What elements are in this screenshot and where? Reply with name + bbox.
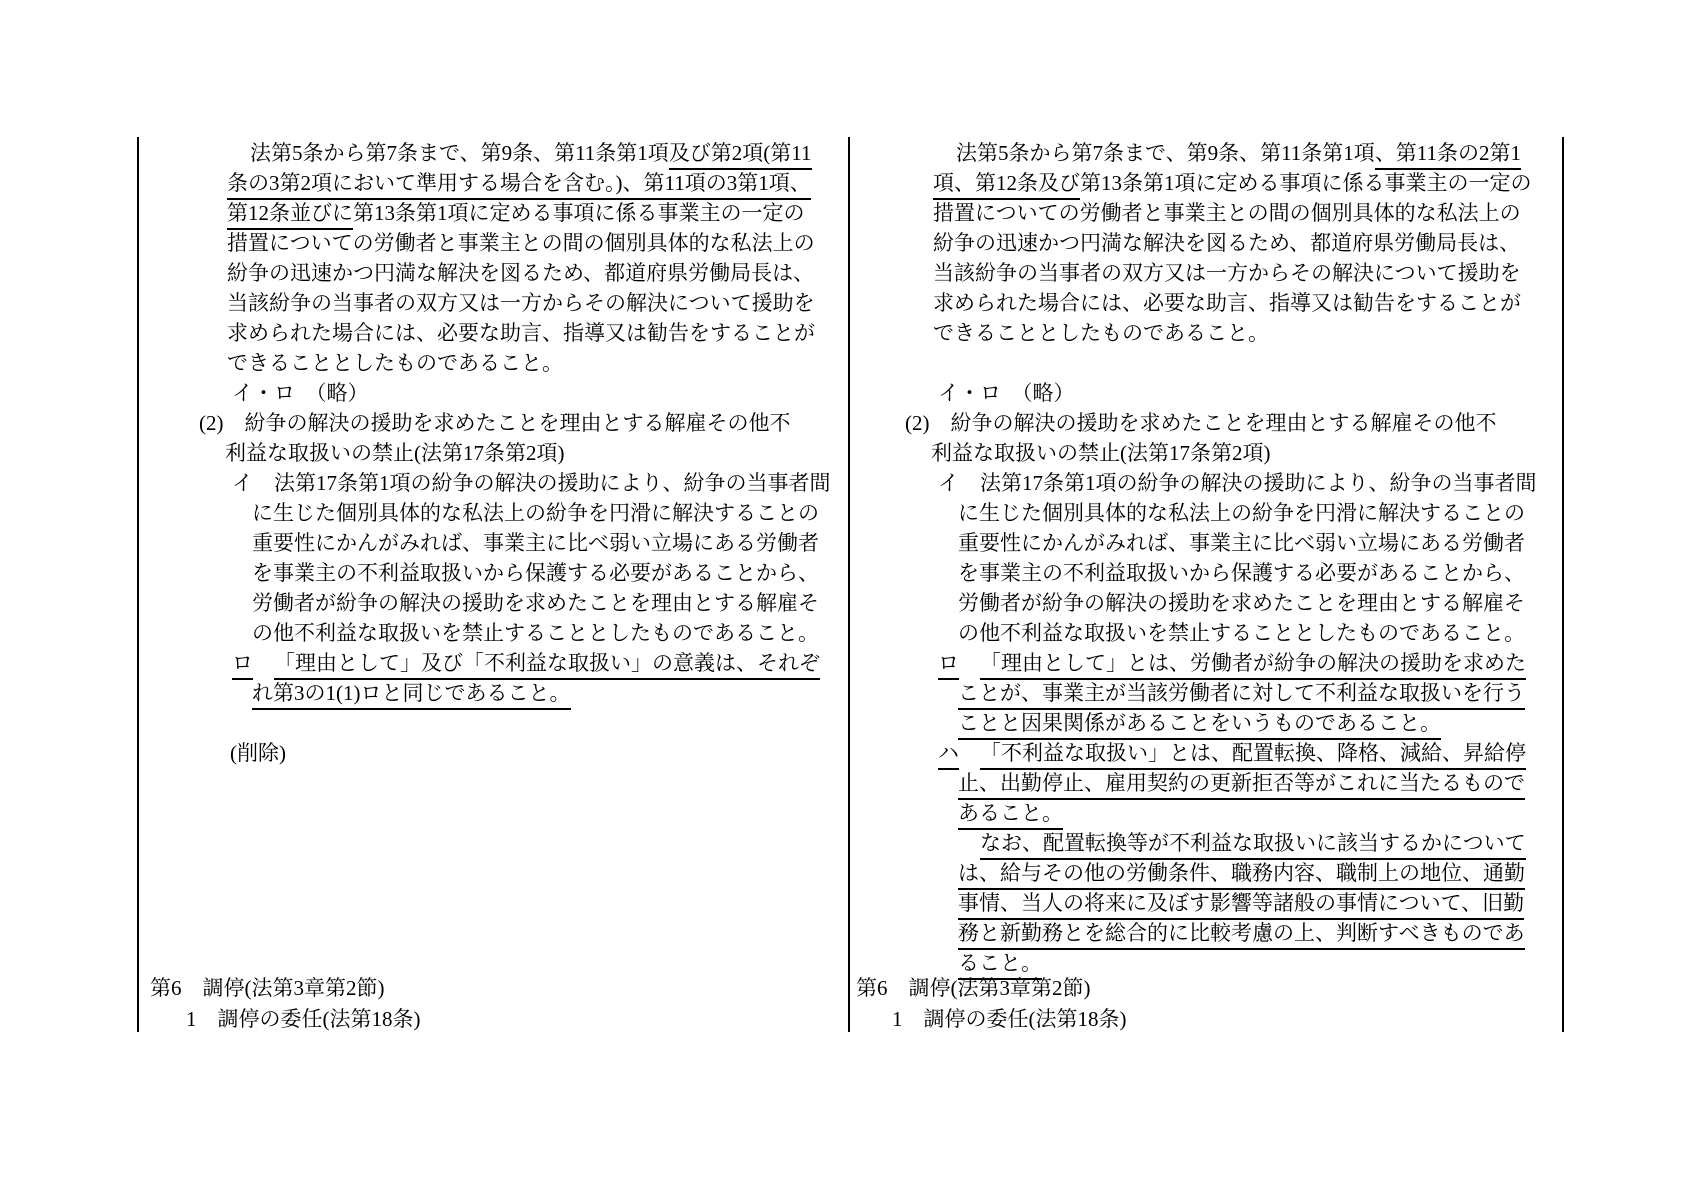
text-segment: 法第5条から第7条まで、第9条、第11条第1項: [250, 141, 669, 165]
text-line: [938, 470, 1537, 496]
underlined-text-segment: れ第3の1(1)ロと同じであること。: [252, 680, 571, 710]
underlined-text-segment: 事情、当人の将来に及ぼす影響等諸般の事情について、旧勤: [958, 890, 1524, 920]
text-line: [230, 740, 286, 766]
text-segment: (削除): [230, 741, 286, 765]
text-segment: 紛争の迅速かつ円満な解決を図るため、都道府県労働局長は、: [227, 261, 815, 285]
underlined-text-segment: ロ: [938, 650, 959, 680]
text-line: [252, 590, 819, 616]
text-line: [933, 230, 1520, 256]
text-segment: 法第5条から第7条まで、第9条、第11条第1項: [956, 141, 1375, 165]
underlined-text-segment: 第12条並びに: [227, 200, 353, 230]
text-line: [232, 470, 831, 496]
text-line: [933, 290, 1521, 316]
text-line: [252, 530, 819, 556]
text-line: [252, 560, 819, 586]
text-segment: 第13条第1項に定める事項に係る事業主の一定の: [353, 201, 805, 225]
text-segment: [253, 650, 274, 676]
text-segment: 利益な取扱いの禁止(法第17条第2項): [225, 441, 565, 465]
text-segment: (2) 紛争の解決の援助を求めたことを理由とする解雇その他不: [905, 411, 1497, 435]
underlined-text-segment: ことが、事業主が当該労働者に対して不利益な取扱いを行う: [958, 680, 1525, 710]
underlined-text-segment: 条の3第2項において準用する場合を含む。)、第11項の3第1項、: [227, 170, 811, 200]
underlined-text-segment: ること。: [958, 950, 1042, 980]
text-line: [958, 500, 1525, 526]
text-segment: 労働者が紛争の解決の援助を求めたことを理由とする解雇そ: [958, 591, 1525, 615]
underlined-text-segment: ハ: [938, 740, 959, 770]
text-line: [227, 350, 563, 376]
text-line: [250, 140, 812, 170]
text-segment: できることとしたものであること。: [933, 321, 1269, 345]
text-line: [933, 320, 1269, 346]
text-line: [958, 710, 1441, 740]
text-line: [227, 320, 815, 346]
underlined-text-segment: あること。: [958, 800, 1063, 830]
text-line: [956, 140, 1521, 170]
text-segment: イ・ロ （略）: [938, 381, 1075, 405]
underlined-text-segment: は、給与その他の労働条件、職務内容、職制上の地位、通勤: [958, 860, 1525, 890]
text-segment: 当該紛争の当事者の双方又は一方からその解決について援助を: [933, 261, 1521, 285]
table-border-middle: [848, 137, 850, 1032]
underlined-text-segment: 項、第12条及び: [933, 170, 1080, 200]
text-line: [980, 830, 1526, 860]
text-segment: できることとしたものであること。: [227, 351, 563, 375]
text-segment: 当該紛争の当事者の双方又は一方からその解決について援助を: [227, 291, 815, 315]
text-line: [958, 890, 1524, 920]
text-line: [933, 170, 1532, 200]
text-line: [856, 975, 1091, 1001]
underlined-text-segment: 「理由として」とは、労働者が紛争の解決の援助を求めた: [980, 650, 1526, 680]
text-line: [199, 410, 790, 436]
text-line: [905, 410, 1496, 436]
text-line: [227, 200, 805, 230]
underlined-text-segment: なお、配置転換等が不利益な取扱いに該当するかについて: [980, 830, 1526, 860]
text-segment: 利益な取扱いの禁止(法第17条第2項): [931, 441, 1271, 465]
table-border-right: [1562, 137, 1564, 1032]
text-segment: の他不利益な取扱いを禁止することとしたものであること。: [252, 621, 819, 645]
text-segment: に生じた個別具体的な私法上の紛争を円滑に解決することの: [958, 501, 1525, 525]
underlined-text-segment: 、第11条の2第1: [1375, 140, 1521, 170]
text-line: [958, 860, 1525, 890]
text-segment: 重要性にかんがみれば、事業主に比べ弱い立場にある労働者: [958, 531, 1525, 555]
text-line: [252, 500, 819, 526]
text-line: [227, 260, 814, 286]
underlined-text-segment: ことと因果関係があることをいうものであること。: [958, 710, 1441, 740]
underlined-text-segment: 止、出勤停止、雇用契約の更新拒否等がこれに当たるもので: [958, 770, 1525, 800]
text-segment: を事業主の不利益取扱いから保護する必要があることから、: [958, 561, 1525, 585]
text-segment: 労働者が紛争の解決の援助を求めたことを理由とする解雇そ: [252, 591, 819, 615]
text-segment: を事業主の不利益取扱いから保護する必要があることから、: [252, 561, 819, 585]
text-line: [958, 590, 1525, 616]
table-border-left: [137, 137, 139, 1032]
text-line: [958, 920, 1525, 950]
text-line: [186, 1006, 421, 1032]
text-line: [958, 530, 1525, 556]
underlined-text-segment: 務と新勤務とを総合的に比較考慮の上、判断すべきものであ: [958, 920, 1525, 950]
text-line: [252, 620, 819, 646]
text-segment: イ 法第17条第1項の紛争の解決の援助により、紛争の当事者間: [938, 471, 1537, 495]
text-segment: [959, 650, 980, 676]
text-line: [232, 650, 820, 680]
text-segment: 第6 調停(法第3章第2節): [150, 976, 385, 1000]
text-segment: 求められた場合には、必要な助言、指導又は勧告をすることが: [227, 321, 815, 345]
text-line: [252, 680, 571, 710]
text-line: [150, 975, 385, 1001]
text-line: [958, 800, 1063, 830]
text-line: [227, 170, 811, 200]
text-segment: 求められた場合には、必要な助言、指導又は勧告をすることが: [933, 291, 1521, 315]
text-line: [933, 200, 1521, 226]
text-line: [933, 260, 1521, 286]
underlined-text-segment: ロ: [232, 650, 253, 680]
text-segment: に生じた個別具体的な私法上の紛争を円滑に解決することの: [252, 501, 819, 525]
text-segment: 紛争の迅速かつ円満な解決を図るため、都道府県労働局長は、: [933, 231, 1521, 255]
text-line: [938, 650, 1526, 680]
text-segment: 措置についての労働者と事業主との間の個別具体的な私法上の: [227, 231, 815, 255]
underlined-text-segment: 「理由として」及び「不利益な取扱い」の意義は、それぞ: [274, 650, 820, 680]
underlined-text-segment: 及び第2項(第11: [669, 140, 812, 170]
text-segment: の他不利益な取扱いを禁止することとしたものであること。: [958, 621, 1525, 645]
text-line: [931, 440, 1271, 466]
text-line: [938, 380, 1075, 406]
text-line: [958, 620, 1525, 646]
underlined-text-segment: 「不利益な取扱い」とは、配置転換、降格、減給、昇給停: [980, 740, 1526, 770]
text-line: [938, 740, 1526, 770]
text-segment: イ 法第17条第1項の紛争の解決の援助により、紛争の当事者間: [232, 471, 831, 495]
text-segment: 重要性にかんがみれば、事業主に比べ弱い立場にある労働者: [252, 531, 819, 555]
text-segment: 第13条第1項に定める事項に係る事業主の一定の: [1080, 171, 1532, 195]
text-line: [232, 380, 369, 406]
text-line: [892, 1006, 1127, 1032]
text-segment: [959, 740, 980, 766]
text-line: [225, 440, 565, 466]
text-segment: 措置についての労働者と事業主との間の個別具体的な私法上の: [933, 201, 1521, 225]
text-line: [958, 680, 1525, 710]
text-line: [958, 770, 1525, 800]
text-segment: 1 調停の委任(法第18条): [186, 1007, 421, 1031]
text-segment: イ・ロ （略）: [232, 381, 369, 405]
text-segment: 第6 調停(法第3章第2節): [856, 976, 1091, 1000]
text-line: [227, 290, 815, 316]
text-segment: (2) 紛争の解決の援助を求めたことを理由とする解雇その他不: [199, 411, 791, 435]
text-line: [958, 560, 1525, 586]
text-line: [227, 230, 815, 256]
text-segment: 1 調停の委任(法第18条): [892, 1007, 1127, 1031]
